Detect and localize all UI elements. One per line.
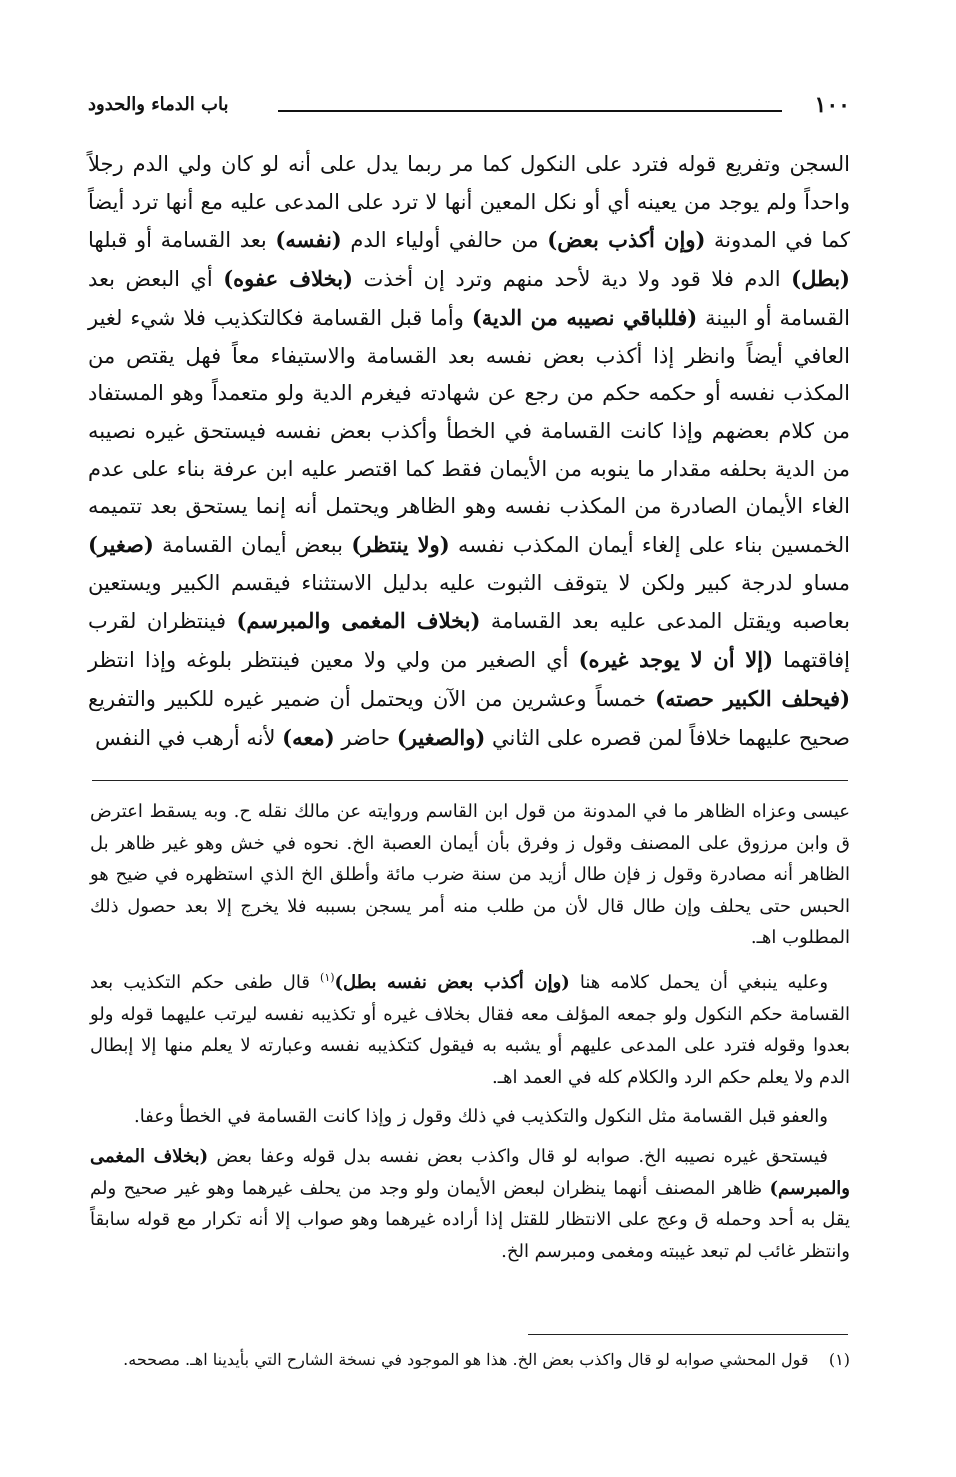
footnote [90, 1348, 850, 1372]
notes-paragraph [90, 962, 850, 1093]
footnote-text: قول المحشي صوابه لو قال واكذب بعض الخ. هذا هو الموجود في نسخة الشارح التي بأيدينا اهـ. مصححه. [123, 1350, 809, 1369]
main-text [88, 146, 850, 757]
matn-quote: (والصغير) [396, 724, 486, 750]
header-rule [278, 110, 782, 112]
text-segment: أي البعض بعد القسامة أو البينة [88, 267, 851, 330]
running-title: باب الدماء والحدود [88, 94, 229, 115]
matn-quote: (معه) [282, 724, 335, 750]
text-segment: السجن وتفريع قوله فترد على النكول كما مر ربما يدل على أنه لو كان ولي الدم رجلاً واحداً ولم يوجد من يعينه أي أو نكل المعين أنها لا ترد على المدعى عليه مع أنها ترد أيضاً كما في المدونة [88, 152, 850, 253]
text-segment: أي الصغير من ولي ولا معين فينتظر بلوغه وإذا انتظر [88, 648, 579, 673]
matn-quote: (وإن أكذب بعض) [547, 227, 706, 253]
page-number: ١٠٠ [814, 92, 850, 118]
matn-quote: (بخلاف عفوه) [223, 266, 353, 292]
matn-quote: (فللباقي نصيبه من الدية) [471, 304, 698, 330]
text-segment: وأما قبل القسامة فكالتكذيب فلا شيء لغير العافي أيضاً وانظر إذا أكذب بعض نفسه بعد القسامة والاستيفاء معاً فهل يقتص من المكذب نفسه أو حكمه حكم من رجع عن شهادته فيغرم الدية ولو متعمداً وهو المستفاد من كلام بعضهم وإذا كانت القسامة في الخطأ وأكذب بعض نفسه فيستحق غيره نصيبه من الدية بحلفه مقدار ما ينوبه من الأيمان فقط كما اقتصر عليه ابن عرفة بناء على عدم الغاء الأيمان الصادرة من المكذب نفسه وهو الظاهر ويحتمل أنه إنما يستحق بعد تتميمه الخمسين بناء على إلغاء أيمان المكذب نفسه [88, 305, 850, 558]
matn-quote: (ولا ينتظر) [351, 532, 450, 558]
text-segment: قال طفى حكم التكذيب بعد القسامة حكم النكول ولو جمعه المؤلف معه فقال بخلاف غيره أو تكذيبه نفسه ليرتب عليهما قوله ولو بعدوا وقوله فترد على المدعى عليهم أو يشبه به فيقول كتكذيبه نفسه وعبارته لا يعلم منها إلا إبطال الدم ولا يعلم حكم الرد والكلام كله في العمد اهـ. [90, 971, 850, 1088]
text-segment: وعليه ينبغي أن يحمل كلامه هنا [569, 971, 829, 993]
matn-quote: (وإن أكذب بعض نفسه بطل) [334, 971, 570, 993]
footnote-rule [528, 1334, 848, 1335]
notes-paragraph [90, 796, 850, 954]
text-segment: والعفو قبل القسامة مثل النكول والتكذيب في ذلك وقول ز وإذا كانت القسامة في الخطأ وعفا. [133, 1106, 828, 1128]
footnote-marker: (١) [828, 1350, 850, 1369]
text-segment: فينتظران لقرب إفاقتهما [88, 609, 850, 673]
matn-quote: (بخلاف المغمى والمبرسم) [236, 608, 481, 634]
footnote-ref: (١) [320, 970, 335, 984]
text-segment: بعد القسامة أو قبلها [88, 228, 276, 253]
page-header [88, 92, 850, 126]
text-segment: ظاهر المصنف أنهما ينظران لبعض الأيمان ولو وجد من يحلف غيرهما وهو غير صحيح ولم يقل به أحد وحمله ق وعج على الانتظار للقتل إذا أراده غيرهما وهو صواب إلا أنه تكرار مع قوله سابقاً وانتظر غائب لم تبعد غيبته ومغمى ومبرسم الخ. [90, 1177, 850, 1262]
notes-paragraph [90, 1141, 850, 1267]
matn-quote: (إلا أن لا يوجد غيره) [578, 647, 774, 673]
notes-separator [92, 780, 848, 781]
main_text-paragraph [88, 146, 850, 757]
commentary-notes [90, 796, 850, 1275]
text-segment: الدم فلا قود ولا دية لأحد منهم وترد إن أخذت [352, 267, 792, 292]
text-segment: حاضر [334, 725, 397, 750]
text-segment: فيستحق غيره نصيبه الخ. صوابه لو قال واكذب بعض نفسه بدل قوله وعفا بعض [208, 1145, 829, 1167]
matn-quote: (بطل) [791, 266, 850, 292]
text-segment: من حالفي أولياء الدم [341, 228, 548, 253]
notes-paragraph [90, 1101, 850, 1133]
matn-quote: (بخلاف المغمى والمبرسم) [90, 1145, 850, 1199]
matn-quote: (نفسه) [275, 227, 342, 253]
matn-quote: (صغير) [88, 532, 154, 558]
text-segment: لأنه أرهب في النفس [95, 725, 283, 750]
text-segment: مساو لدرجة كبير ولكن لا يتوقف الثبوت عليه بدليل الاستثناء فيقسم الكبير ويستعين بعاصبه ويقتل المدعى عليه بعد القسامة [88, 570, 850, 634]
text-segment: عيسى وعزاه الظاهر ما في المدونة من قول ابن القاسم وروايته عن مالك نقله ح. وبه يسقط اعترض ق وابن مرزوق على المصنف وقول ز وفرق بأن أيمان العصبة الخ. نحوه في خش وهو غير ظاهر بل الظاهر أنه مصادرة وقول ز فإن طال أزيد من سنة ضرب مائة وأطلق الخ الذي استظهره في ضيح هو الحبس حتى يحلف وإن طال قال لأن من طلب منه أمر يسجن بسببه فلا يخرج إلا بعد حصول ذلك المطلوب اهـ. [90, 801, 850, 949]
text-segment: ببعض أيمان القسامة [153, 533, 352, 558]
text-segment: خمساً وعشرين من الآن ويحتمل أن ضمير غيره للكبير والتفريع صحيح عليهما خلافاً لمن قصره على الثاني [88, 686, 850, 750]
matn-quote: (فيحلف الكبير حصته) [655, 685, 850, 711]
